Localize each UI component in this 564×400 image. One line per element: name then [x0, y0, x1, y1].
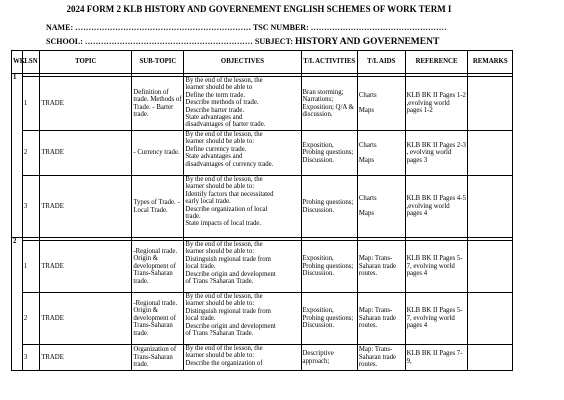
- header-topic: TOPIC: [40, 51, 132, 74]
- objectives-cell: By the end of the lesson, the learner should be able to: Distinguish regional trade from local trade. Describe origin and development of Trans ?Saharan Trade.: [184, 293, 301, 345]
- lsn-cell: 3: [22, 176, 39, 238]
- table-row: [12, 131, 513, 176]
- table-row: [12, 241, 513, 293]
- topic-cell: TRADE: [40, 176, 132, 238]
- activities-cell: Exposition, Probing questions; Discussion.: [301, 131, 357, 176]
- subtopic-cell: Definition of trade. Methods of Trade. - Barter trade.: [132, 77, 184, 131]
- topic-cell: TRADE: [40, 77, 132, 131]
- school-subject-line: [46, 37, 564, 47]
- topic-cell: TRADE: [40, 131, 132, 176]
- school-label: SCHOOL: ……………………………………………………… SUBJECT:: [46, 37, 293, 46]
- activities-cell: Exposition, Probing questions; Discussion.: [301, 293, 357, 345]
- reference-cell: KLB BK II Pages 7-9,: [405, 345, 468, 371]
- week-number: 2: [12, 238, 23, 371]
- aids-cell: Charts Maps: [357, 77, 405, 131]
- table-row: [12, 176, 513, 238]
- header-remarks: REMARKS: [468, 51, 513, 74]
- header-objectives: OBJECTIVES: [184, 51, 301, 74]
- scheme-of-work-table: [11, 50, 513, 371]
- objectives-cell: By the end of the lesson, the learner should be able to: Distinguish regional trade from local trade. Describe origin and development of Trans ?Saharan Trade.: [184, 241, 301, 293]
- aids-cell: Map: Trans-Saharan trade routes.: [357, 241, 405, 293]
- week-number: 1: [12, 74, 23, 238]
- reference-cell: KLB BK II Pages 4-5 ,evolving world pages 4: [405, 176, 468, 238]
- subtopic-cell: Organization of Trans-Saharan trade.: [132, 345, 184, 371]
- aids-cell: Map: Trans-Saharan trade routes.: [357, 345, 405, 371]
- subtopic-cell: Types of Trade. -Local Trade.: [132, 176, 184, 238]
- reference-cell: KLB BK II Pages 5-7, evolving world pages 4: [405, 241, 468, 293]
- header-lsn: LSN: [22, 51, 39, 74]
- table-row: [12, 345, 513, 371]
- activities-cell: Bran storming; Narrations; Exposition; Q/A & discussion.: [301, 77, 357, 131]
- reference-cell: KLB BK II Pages 1-2 ,evolving world pages 1-2: [405, 77, 468, 131]
- header-reference: REFERENCE: [405, 51, 468, 74]
- table-header-row: [12, 51, 513, 74]
- header-subtopic: SUB-TOPIC: [132, 51, 184, 74]
- name-tsc-line: NAME: ………………………………………………………… TSC NUMBER: ……………………………………………: [46, 23, 447, 32]
- objectives-cell: By the end of the lesson, the learner should be able to: Describe the organization of: [184, 345, 301, 371]
- topic-cell: TRADE: [40, 293, 132, 345]
- remarks-cell: [468, 176, 513, 238]
- subtopic-cell: - Currency trade.: [132, 131, 184, 176]
- remarks-cell: [468, 77, 513, 131]
- lsn-cell: 2: [22, 293, 39, 345]
- remarks-cell: [468, 345, 513, 371]
- lsn-cell: 3: [22, 345, 39, 371]
- aids-cell: Charts Maps: [357, 131, 405, 176]
- activities-cell: Probing questions; Discussion.: [301, 176, 357, 238]
- remarks-cell: [468, 241, 513, 293]
- activities-cell: Descriptive approach;: [301, 345, 357, 371]
- subtopic-cell: -Regional trade. Origin & development of Trans-Saharan trade.: [132, 241, 184, 293]
- reference-cell: KLB BK II Pages 2-3 , evolving world pages 3: [405, 131, 468, 176]
- subtopic-cell: -Regional trade. Origin & development of Trans-Saharan trade.: [132, 293, 184, 345]
- aids-cell: Map: Trans-Saharan trade routes.: [357, 293, 405, 345]
- aids-cell: Charts Maps: [357, 176, 405, 238]
- header-activities: T/L ACTIVITIES: [301, 51, 357, 74]
- remarks-cell: [468, 131, 513, 176]
- lsn-cell: 1: [22, 241, 39, 293]
- remarks-cell: [468, 293, 513, 345]
- lsn-cell: 2: [22, 131, 39, 176]
- objectives-cell: By the end of the lesson, the learner should be able to: Define currency trade. State advantages and disadvantages of currency trade.: [184, 131, 301, 176]
- objectives-cell: By the end of the lesson, the learner should be able to: Identify factors that necessitated early local trade. Describe organization of local trade. State impacts of local trade.: [184, 176, 301, 238]
- topic-cell: TRADE: [40, 241, 132, 293]
- header-wk: WK: [12, 51, 23, 74]
- activities-cell: Exposition, Probing questions; Discussion.: [301, 241, 357, 293]
- document-title: 2024 FORM 2 KLB HISTORY AND GOVERNEMENT ENGLISH SCHEMES OF WORK TERM I: [66, 4, 452, 14]
- subject-value: HISTORY AND GOVERNEMENT: [294, 37, 440, 47]
- lsn-cell: 1: [22, 77, 39, 131]
- objectives-cell: By the end of the lesson, the learner should be able to Define the term trade. Describe methods of trade. Describe barter trade. State advantages and disadvantages of barter trade.: [184, 77, 301, 131]
- table-row: [12, 77, 513, 131]
- table-row: [12, 293, 513, 345]
- header-aids: T/L AIDS: [357, 51, 405, 74]
- reference-cell: KLB BK II Pages 5-7, evolving world pages 4: [405, 293, 468, 345]
- topic-cell: TRADE: [40, 345, 132, 371]
